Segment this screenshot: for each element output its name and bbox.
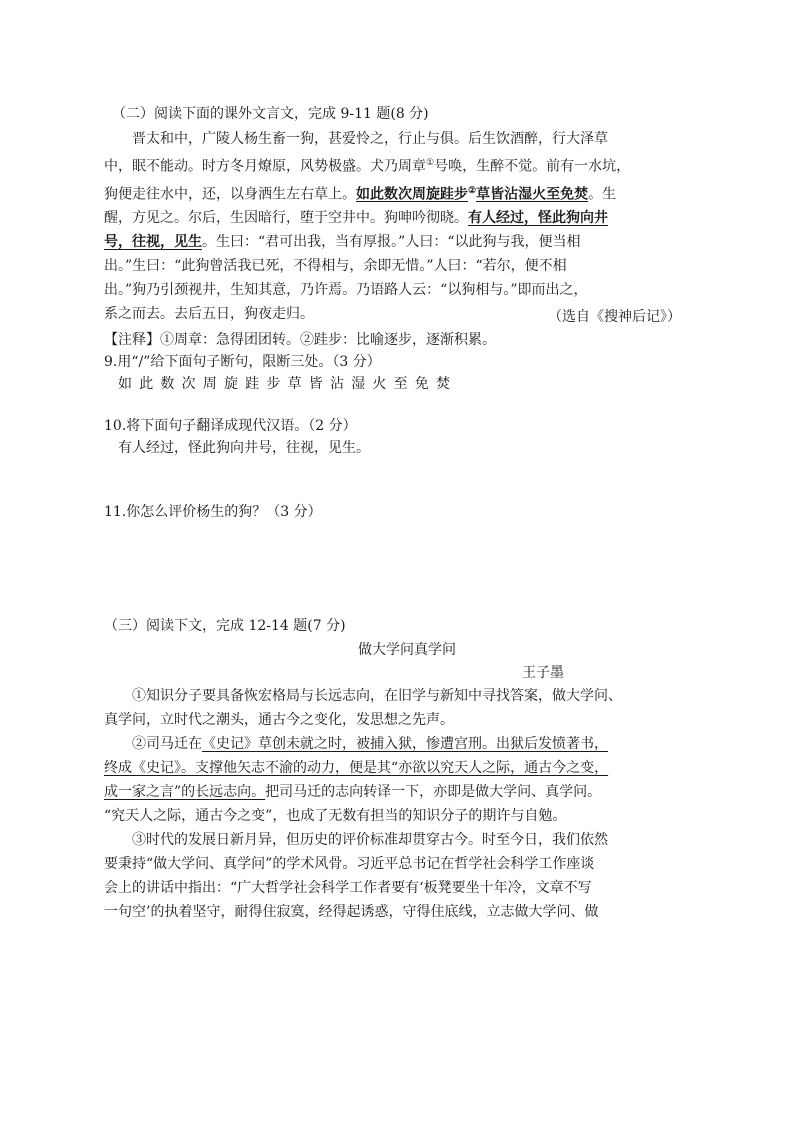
para3-line-2: 要秉持“做大学问、真学问”的学术风骨。习近平总书记在哲学社会科学工作座谈 [104,856,595,872]
underlined-text-1: 《史记》草创未就之时，被捕入狱，惨遭宫刑。出狱后发愤著书， [202,736,608,752]
bold-phrase-a: 如此数次周旋跬步 [356,186,468,203]
passage-line-5: 号，往视，见生。生曰：“君可出我，当有厚报。”人曰：“以此狗与我，便当相 [104,234,581,251]
para3-line-3: 会上的讲话中指出：“广大哲学社会科学工作者要有‘板凳要坐十年冷，文章不写 [104,880,592,896]
passage-line-4: 醒，方见之。尔后，生因暗行，堕于空井中。狗呻吟彻晓。有人经过，怪此狗向井 [104,210,608,227]
underlined-text-3: 成一家之言”的长远志向。 [104,784,266,800]
article-title: 做大学问真学问 [358,642,456,658]
question-9: 9.用“/”给下面句子断句，限断三处。（3 分） [104,354,381,370]
section3-heading: （三）阅读下文，完成 12-14 题(7 分) [104,618,346,634]
para3-line-1: ③时代的发展日新月异，但历史的评价标准却贯穿古今。时至今日，我们依然 [132,832,608,848]
para3-line-4: 一句空’的执着坚守，耐得住寂寞，经得起诱惑，守得住底线，立志做大学问、做 [104,904,599,920]
passage-line-7: 出。”狗乃引颈视井，生知其意，乃许焉。乃语路人云：“以狗相与。”即而出之， [104,282,588,299]
note-mark-2: ② [468,185,477,196]
modern-article [104,684,724,924]
source-citation: （选自《搜神后记》） [548,309,681,325]
article-author: 王子墨 [522,665,564,681]
para2-line-4: “究天人之际，通古今之变”，也成了无数有担当的知识分子的期许与自勉。 [104,808,567,824]
bold-phrase-c1: 有人经过，怪此狗向井 [468,210,608,227]
bold-phrase-b: 草皆沾湿火至免焚 [476,186,589,203]
para2-line-2 [104,756,724,780]
note-mark-1: ① [426,158,435,168]
para2-line-3: 成一家之言”的长远志向。把司马迁的志向转译一下，亦即是做大学问、真学问。 [104,784,602,800]
section2-heading: （二）阅读下面的课外文言文，完成 9-11 题(8 分) [112,106,429,122]
para1-line-1: ①知识分子要具备恢宏格局与长远志向，在旧学与新知中寻找答案，做大学问、 [132,688,622,704]
passage-line-1: 晋太和中，广陵人杨生畜一狗，甚爱怜之，行止与俱。后生饮酒醉，行大泽草 [132,131,608,147]
underlined-text-2: 终成《史记》。支撑他矢志不渝的动力，便是其“亦欲以究天人之际，通古今之变， [104,760,609,776]
question-10: 10.将下面句子翻译成现代汉语。（2 分） [104,418,357,434]
para2-line-1: ②司马迁在《史记》草创未就之时，被捕入狱，惨遭宫刑。出狱后发愤著书， [132,736,608,752]
annotation-notes: 【注释】①周章：急得团团转。②跬步：比喻逐步，逐渐积累。 [104,332,496,348]
para1-line-2: 真学问，立时代之潮头，通古今之变化，发思想之先声。 [104,712,454,728]
question-10-sentence: 有人经过，怪此狗向井号，往视，见生。 [118,440,370,456]
bold-phrase-c2: 号，往视，见生 [104,234,202,251]
question-9-sentence: 如此数次周旋跬步草皆沾湿火至免焚 [118,376,458,392]
passage-line-6: 出。”生曰：“此狗曾活我已死，不得相与，余即无惜。”人曰：“若尔，便不相 [104,258,567,275]
passage-line-8: 系之而去。去后五日，狗夜走归。 [104,306,314,323]
question-11: 11.你怎么评价杨生的狗？（3 分） [104,504,322,520]
classical-passage [104,127,704,326]
passage-line-3: 狗便走往水中，还，以身洒生左右草上。如此数次周旋跬步②草皆沾湿火至免焚。生 [104,185,617,203]
passage-line-2: 中，眠不能动。时方冬月燎原，风势极盛。犬乃周章①号唤，生醉不觉。前有一水坑， [104,158,631,175]
